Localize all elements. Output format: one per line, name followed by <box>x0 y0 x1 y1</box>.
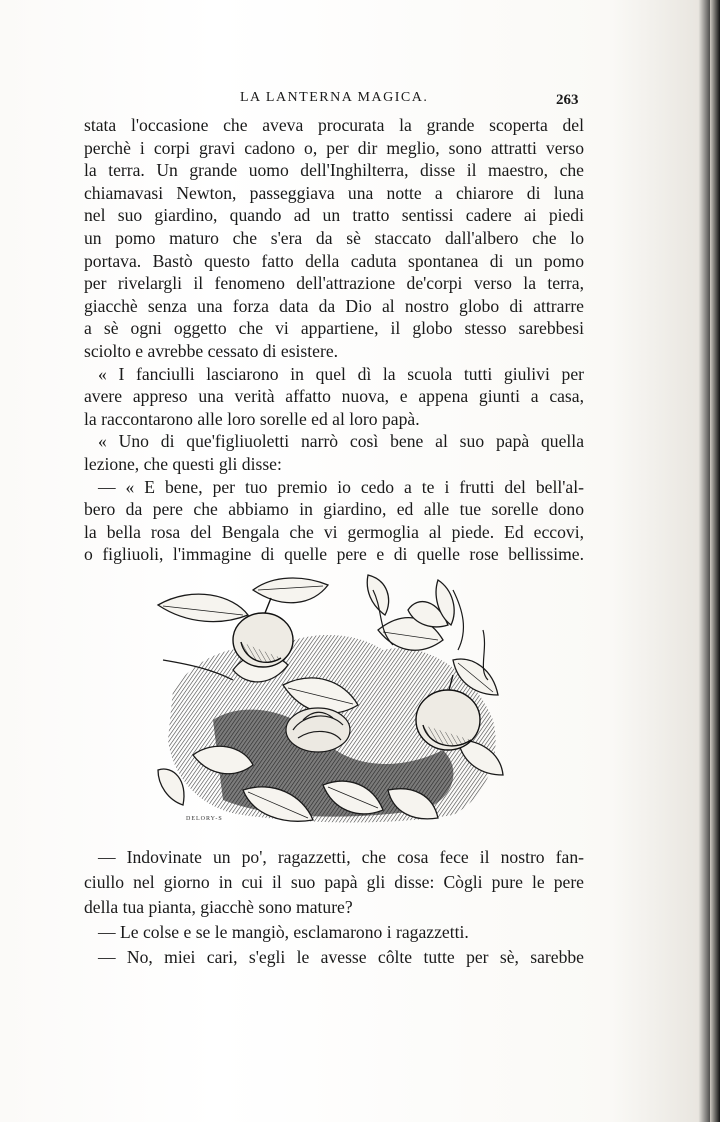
text-line: a sè ogni oggetto che vi appartiene, il globo stesso sarebbesi <box>84 318 584 339</box>
text-line: un pomo maturo che s'era da sè staccato dall'albero che lo <box>84 227 584 248</box>
text-line: la raccontarono alle loro sorelle ed al loro papà. <box>84 408 420 429</box>
text-line: — Le colse e se le mangiò, esclamarono i ragazzetti. <box>98 922 469 942</box>
engraving-icon <box>153 570 508 832</box>
pear-and-rose-engraving <box>153 570 508 832</box>
text-line: portava. Bastò questo fatto della caduta spontanea di un pomo <box>84 250 584 271</box>
text-line: — Indovinate un po', ragazzetti, che cosa fece il nostro fan- <box>98 847 584 867</box>
text-line: ciullo nel giorno in cui il suo papà gli disse: Cògli pure le pere <box>84 872 584 892</box>
text-line: per rivelargli il fenomeno dell'attrazione de'corpi verso la terra, <box>84 273 584 294</box>
text-line: « Uno di que'figliuoletti narrò così bene al suo papà quella <box>98 431 584 452</box>
text-line: perchè i corpi gravi cadono o, per dir meglio, sono attratti verso <box>84 137 584 158</box>
page-number: 263 <box>556 92 579 108</box>
text-line: avere appreso una verità affatto nuova, e appena giunti a casa, <box>84 386 584 407</box>
engraver-signature: DELORY-S <box>186 816 223 822</box>
text-line: bero da pere che abbiamo in giardino, ed alle tue sorelle dono <box>84 499 584 520</box>
running-title: LA LANTERNA MAGICA. <box>240 90 429 105</box>
text-line: della tua pianta, giacchè sono mature? <box>84 897 353 917</box>
page-edge <box>710 0 720 1122</box>
text-line: o figliuoli, l'immagine di quelle pere e di quelle rose bellissime. <box>84 544 584 565</box>
text-line: chiamavasi Newton, passeggiava una notte a chiarore di luna <box>84 182 584 203</box>
text-line: — « E bene, per tuo premio io cedo a te i frutti del bell'al- <box>98 476 584 497</box>
text-line: la bella rosa del Bengala che vi germoglia al piede. Ed eccovi, <box>84 521 584 542</box>
text-line: la terra. Un grande uomo dell'Inghilterra, disse il maestro, che <box>84 160 584 181</box>
body-text-bottom <box>84 845 584 970</box>
text-line: sciolto e avrebbe cessato di esistere. <box>84 340 339 361</box>
body-text-top <box>84 114 584 566</box>
text-line: nel suo giardino, quando ad un tratto sentissi cadere ai piedi <box>84 205 584 226</box>
text-line: stata l'occasione che aveva procurata la grande scoperta del <box>84 115 584 135</box>
text-line: lezione, che questi gli disse: <box>84 453 282 474</box>
text-line: « I fanciulli lasciarono in quel dì la scuola tutti giulivi per <box>98 363 584 384</box>
text-line: — No, miei cari, s'egli le avesse côlte tutte per sè, sarebbe <box>98 947 584 967</box>
text-line: giacchè senza una forza data da Dio al nostro globo di attrarre <box>84 295 584 316</box>
